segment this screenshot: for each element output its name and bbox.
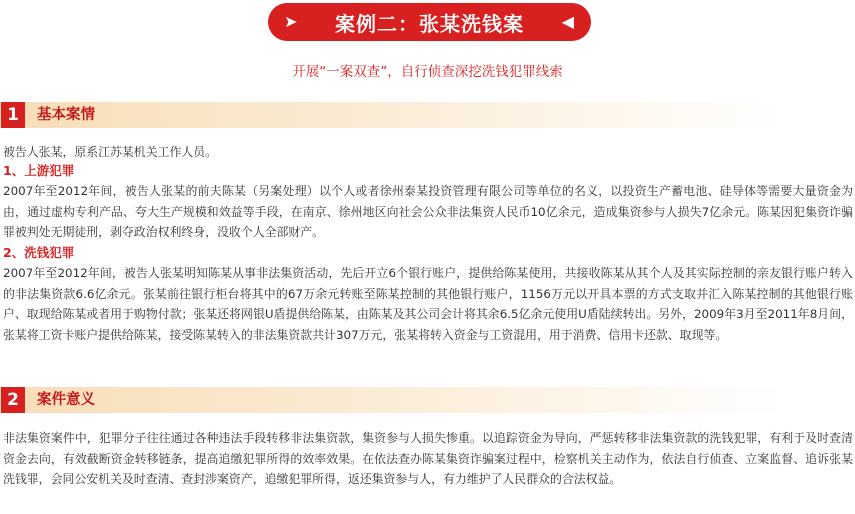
section-title: 案件意义 bbox=[37, 392, 95, 408]
defendant-intro: 被告人张某，原系江苏某机关工作人员。 bbox=[3, 145, 218, 159]
chevron-right-icon: ➤ bbox=[284, 12, 299, 31]
chevron-left-icon: ◀ bbox=[561, 12, 575, 31]
section-header-basic-facts bbox=[0, 102, 855, 128]
case-subtitle: 开展“一案双查”，自行侦查深挖洗钱犯罪线索 bbox=[292, 64, 563, 80]
section-number: 1 bbox=[1, 102, 25, 128]
case-title-banner bbox=[268, 3, 591, 41]
predicate-crime-text: 2007年至2012年间，被告人张某的前夫陈某（另案处理）以个人或者徐州泰某投资管理有限公司等单位的名义，以投资生产蓄电池、硅导体等需要大量资金为由，通过虚构专利产品、夸大生产规模和效益等手段，在南京、徐州地区向社会公众非法集资人民币10亿余元，造成集资参与人损失7亿余元。陈某因犯集资诈骗罪被判处无期徒刑，剥夺政治权利终身，没收个人全部财产。 bbox=[3, 184, 853, 239]
case-title: 案例二：张某洗钱案 bbox=[335, 11, 524, 36]
section-title: 基本案情 bbox=[37, 107, 95, 123]
section-number: 2 bbox=[1, 387, 25, 413]
significance-text: 非法集资案件中，犯罪分子往往通过各种违法手段转移非法集资款，集资参与人损失惨重。以追踪资金为导向，严惩转移非法集资款的洗钱犯罪，有利于及时查清资金去向，有效截断资金转移链条，提高追缴犯罪所得的效率效果。在依法查办陈某集资诈骗案过程中，检察机关主动作为，依法自行侦查、立案监督、追诉张某洗钱罪，会同公安机关及时查清、查封涉案资产，追缴犯罪所得，返还集资参与人，有力维护了人民群众的合法权益。 bbox=[3, 431, 853, 486]
section-header-significance bbox=[0, 387, 855, 413]
subsection-heading-money-laundering: 2、洗钱犯罪 bbox=[3, 245, 75, 260]
subsection-heading-predicate-crime: 1、上游犯罪 bbox=[3, 163, 75, 178]
money-laundering-text: 2007年至2012年间，被告人张某明知陈某从事非法集资活动，先后开立6个银行账户，提供给陈某使用，共接收陈某从其个人及其实际控制的亲友银行账户转入的非法集资款6.6亿余元。张某前往银行柜台将其中的67万余元转账至陈某控制的其他银行账户，1156万元以开具本票的方式支取并汇入陈某控制的其他银行账户、取现给陈某或者用于购物付款；张某还将网银U盾提供给陈某，由陈某及其公司会计将其余6.5亿余元使用U盾陆续转出。另外，2009年3月至2011年8月间，张某将工资卡账户提供给陈某，接受陈某转入的非法集资款共计307万元，张某将转入资金与工资混用，用于消费、信用卡还款、取现等。 bbox=[3, 266, 853, 342]
